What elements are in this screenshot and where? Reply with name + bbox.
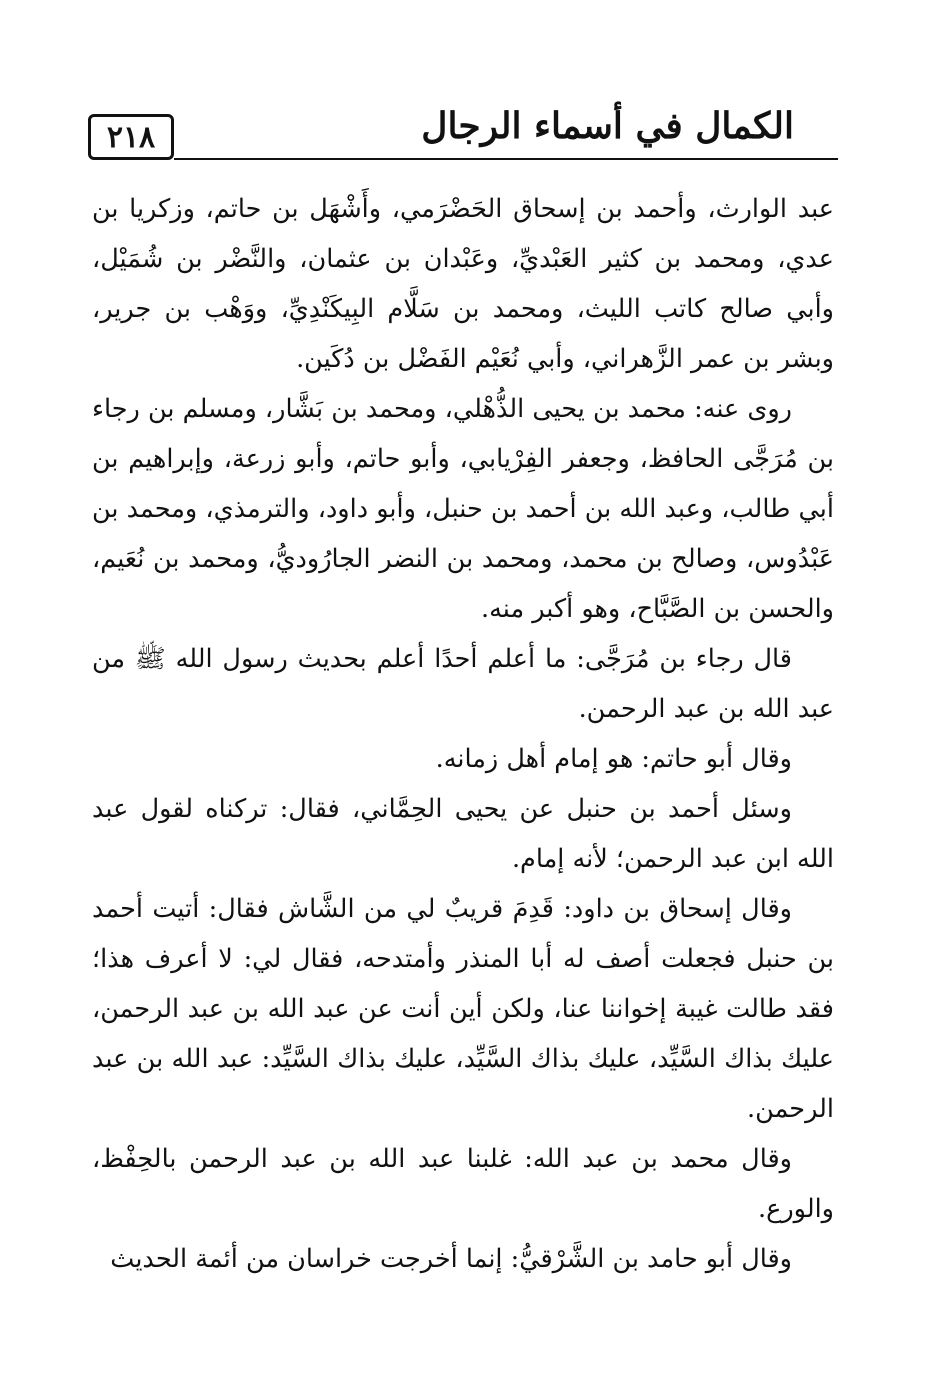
paragraph-teachers: عبد الوارث، وأحمد بن إسحاق الحَضْرَمي، وأَشْهَل بن حاتم، وزكريا بن عدي، ومحمد بن كثير العَبْديِّ، وعَبْدان بن عثمان، والنَّضْر بن شُمَيْل، وأبي صالح كاتب الليث، ومحمد بن سَلَّام البِيكَنْدِيِّ، ووَهْب بن جرير، وبشر بن عمر الزَّهراني، وأبي نُعَيْم الفَضْل بن دُكَين. xyxy=(92,194,834,374)
page-number: ٢١٨ xyxy=(88,114,174,160)
header-rule xyxy=(174,158,838,160)
text-body xyxy=(92,184,834,1284)
paragraph-abu-hatim-quote: وقال أبو حاتم: هو إمام أهل زمانه. xyxy=(435,744,792,774)
paragraph-raja-quote: قال رجاء بن مُرَجَّى: ما أعلم أحدًا أعلم بحديث رسول الله ﷺ من عبد الله بن عبد الرحمن. xyxy=(92,644,834,724)
book-title: الكمال في أسماء الرجال xyxy=(421,105,794,147)
paragraph-ishaq-quote: وقال إسحاق بن داود: قَدِمَ قريبٌ لي من الشَّاش فقال: أتيت أحمد بن حنبل فجعلت أصف له أبا المنذر وأمتدحه، فقال لي: لا أعرف هذا؛ فقد طالت غيبة إخواننا عنا، ولكن أين أنت عن عبد الله بن عبد الرحمن، عليك بذاك السَّيِّد، عليك بذاك السَّيِّد، عليك بذاك السَّيِّد: عبد الله بن عبد الرحمن. xyxy=(92,894,834,1124)
paragraph-ahmad-quote: وسئل أحمد بن حنبل عن يحيى الحِمَّاني، فقال: تركناه لقول عبد الله ابن عبد الرحمن؛ لأنه إمام. xyxy=(92,794,834,874)
paragraph-students: روى عنه: محمد بن يحيى الذُّهْلي، ومحمد بن بَشَّار، ومسلم بن رجاء بن مُرَجَّى الحافظ، وجعفر الفِرْيابي، وأبو حاتم، وأبو زرعة، وإبراهيم بن أبي طالب، وعبد الله بن أحمد بن حنبل، وأبو داود، والترمذي، ومحمد بن عَبْدُوس، وصالح بن محمد، ومحمد بن النضر الجارُوديُّ، ومحمد بن نُعَيم، والحسن بن الصَّبَّاح، وهو أكبر منه. xyxy=(92,394,834,624)
paragraph-muhammad-quote: وقال محمد بن عبد الله: غلبنا عبد الله بن عبد الرحمن بالحِفْظ، والورع. xyxy=(92,1144,834,1224)
page-header xyxy=(88,96,838,164)
paragraph-abu-hamid-quote: وقال أبو حامد بن الشَّرْقيُّ: إنما أخرجت خراسان من أئمة الحديث xyxy=(110,1244,792,1274)
